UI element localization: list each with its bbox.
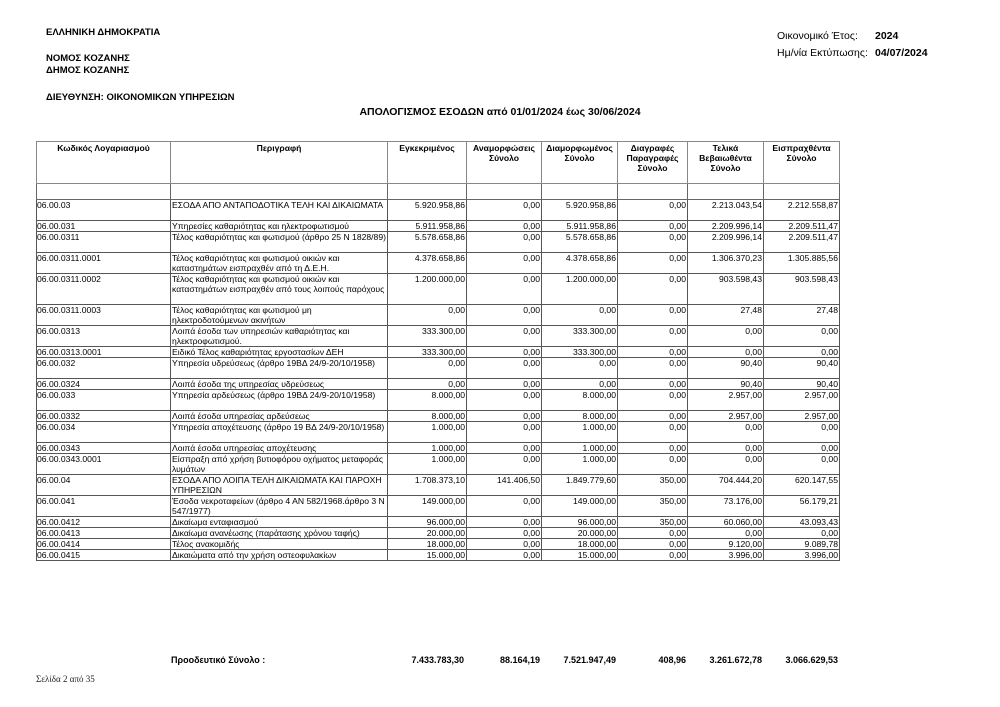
cell-account-code: 06.00.0413 xyxy=(37,528,171,539)
cell-description: Ειδικό Τέλος καθαριότητας εργοστασίων ΔΕΗ xyxy=(171,347,388,358)
cell-amendments: 0,00 xyxy=(467,422,542,443)
cell-adjusted: 5.911.958,86 xyxy=(542,221,618,232)
cell-certified: 903.598,43 xyxy=(688,274,764,305)
cell-collected: 2.209.511,47 xyxy=(764,221,840,232)
cell-approved: 4.378.658,86 xyxy=(388,253,467,274)
table-row xyxy=(37,475,840,496)
cell-collected: 2.957,00 xyxy=(764,390,840,411)
cell-description: Τέλος καθαριότητας και φωτισμού οικιών και καταστημάτων εισπραχθέν από τους λοιπούς παρόχους xyxy=(171,274,388,305)
fiscal-year-label: Οικονομικό Έτος: xyxy=(777,30,858,42)
cell-adjusted: 1.000,00 xyxy=(542,454,618,475)
cell-approved: 1.000,00 xyxy=(388,443,467,454)
cell-amendments: 0,00 xyxy=(467,496,542,517)
cell-description: Τέλος καθαριότητας και φωτισμού οικιών και καταστημάτων εισπραχθέν από τη Δ.Ε.Η. xyxy=(171,253,388,274)
cell-approved: 0,00 xyxy=(388,305,467,326)
cell-writeoffs: 0,00 xyxy=(618,454,688,475)
cell-adjusted: 5.578.658,86 xyxy=(542,232,618,253)
table-row xyxy=(37,253,840,274)
col-header-writeoffs: Διαγραφές Παραγραφές Σύνολο xyxy=(618,142,688,184)
cell-collected: 2.957,00 xyxy=(764,411,840,422)
col-header-collected: Εισπραχθέντα Σύνολο xyxy=(764,142,840,184)
cell-description: Λοιπά έσοδα υπηρεσίας αποχέτευσης xyxy=(171,443,388,454)
col-header-description: Περιγραφή xyxy=(171,142,388,184)
cell-description: Δικαιώματα από την χρήση οστεοφυλακίων xyxy=(171,550,388,561)
cell-approved: 149.000,00 xyxy=(388,496,467,517)
cell-account-code: 06.00.032 xyxy=(37,358,171,379)
cell-account-code: 06.00.0311 xyxy=(37,232,171,253)
cell-writeoffs: 0,00 xyxy=(618,274,688,305)
cell-writeoffs: 0,00 xyxy=(618,232,688,253)
cell-description: Έσοδα νεκροταφείων (άρθρο 4 ΑΝ 582/1968.άρθρο 3 Ν 547/1977) xyxy=(171,496,388,517)
cell-approved: 18.000,00 xyxy=(388,539,467,550)
cell-certified: 2.209.996,14 xyxy=(688,221,764,232)
cell-account-code: 06.00.0313.0001 xyxy=(37,347,171,358)
cell-account-code: 06.00.0414 xyxy=(37,539,171,550)
cell-approved: 5.911.958,86 xyxy=(388,221,467,232)
cell-amendments: 0,00 xyxy=(467,253,542,274)
cell-amendments: 0,00 xyxy=(467,454,542,475)
cell-amendments: 0,00 xyxy=(467,326,542,347)
cell-certified: 90,40 xyxy=(688,358,764,379)
cell-account-code: 06.00.0324 xyxy=(37,379,171,390)
cell-amendments: 0,00 xyxy=(467,443,542,454)
cell-adjusted: 8.000,00 xyxy=(542,411,618,422)
department-heading: ΔΙΕΥΘΥΝΣΗ: ΟΙΚΟΝΟΜΙΚΩΝ ΥΠΗΡΕΣΙΩΝ xyxy=(46,92,235,103)
cell-description: Λοιπά έσοδα υπηρεσίας αρδεύσεως xyxy=(171,411,388,422)
cell-approved: 5.578.658,86 xyxy=(388,232,467,253)
cell-adjusted: 15.000,00 xyxy=(542,550,618,561)
cell-description: Δικαίωμα ανανέωσης (παράτασης χρόνου ταφής) xyxy=(171,528,388,539)
cell-adjusted: 4.378.658,86 xyxy=(542,253,618,274)
cell-adjusted: 8.000,00 xyxy=(542,390,618,411)
municipality-heading: ΔΗΜΟΣ ΚΟΖΑΝΗΣ xyxy=(46,65,130,76)
table-row xyxy=(37,390,840,411)
cell-writeoffs: 0,00 xyxy=(618,411,688,422)
cell-approved: 1.000,00 xyxy=(388,422,467,443)
cell-adjusted: 0,00 xyxy=(542,358,618,379)
cell-writeoffs: 0,00 xyxy=(618,422,688,443)
cell-account-code: 06.00.0311.0003 xyxy=(37,305,171,326)
cell-certified: 0,00 xyxy=(688,443,764,454)
cell-description: Τέλος καθαριότητας και φωτισμού μη ηλεκτροδοτούμενων ακινήτων xyxy=(171,305,388,326)
cell-adjusted: 1.200.000,00 xyxy=(542,274,618,305)
cell-collected: 90,40 xyxy=(764,358,840,379)
cell-collected: 90,40 xyxy=(764,379,840,390)
table-row xyxy=(37,539,840,550)
cell-description: Λοιπά έσοδα των υπηρεσιών καθαριότητας και ηλεκτροφωτισμού. xyxy=(171,326,388,347)
cell-writeoffs: 350,00 xyxy=(618,475,688,496)
cell-description: Τέλος καθαριότητας και φωτισμού (άρθρο 25 Ν 1828/89) xyxy=(171,232,388,253)
cell-collected: 56.179,21 xyxy=(764,496,840,517)
cell-collected: 2.212.558,87 xyxy=(764,200,840,221)
cell-amendments: 0,00 xyxy=(467,539,542,550)
cell-description: ΕΣΟΔΑ ΑΠΟ ΛΟΙΠΑ ΤΕΛΗ ΔΙΚΑΙΩΜΑΤΑ ΚΑΙ ΠΑΡΟΧΗ ΥΠΗΡΕΣΙΩΝ xyxy=(171,475,388,496)
col-header-approved: Εγκεκριμένος xyxy=(388,142,467,184)
col-header-certified: Τελικά Βεβαιωθέντα Σύνολο xyxy=(688,142,764,184)
table-row xyxy=(37,221,840,232)
total-certified: 3.261.672,78 xyxy=(709,655,762,665)
cell-amendments: 0,00 xyxy=(467,528,542,539)
table-row xyxy=(37,411,840,422)
cell-adjusted: 5.920.958,86 xyxy=(542,200,618,221)
print-date-label: Ημ/νία Εκτύπωσης: xyxy=(777,47,868,59)
cell-adjusted: 0,00 xyxy=(542,379,618,390)
cell-adjusted: 20.000,00 xyxy=(542,528,618,539)
cell-approved: 8.000,00 xyxy=(388,411,467,422)
total-approved: 7.433.783,30 xyxy=(411,655,464,665)
cell-certified: 2.957,00 xyxy=(688,390,764,411)
cell-certified: 60.060,00 xyxy=(688,517,764,528)
cell-amendments: 0,00 xyxy=(467,390,542,411)
cell-certified: 73.176,00 xyxy=(688,496,764,517)
cell-collected: 0,00 xyxy=(764,347,840,358)
cell-description: Λοιπά έσοδα της υπηρεσίας υδρεύσεως xyxy=(171,379,388,390)
table-row xyxy=(37,528,840,539)
total-amendments: 88.164,19 xyxy=(499,655,540,665)
cell-account-code: 06.00.0412 xyxy=(37,517,171,528)
cell-amendments: 0,00 xyxy=(467,200,542,221)
cell-account-code: 06.00.033 xyxy=(37,390,171,411)
table-row xyxy=(37,550,840,561)
cell-collected: 2.209.511,47 xyxy=(764,232,840,253)
cell-writeoffs: 350,00 xyxy=(618,496,688,517)
cell-description: Είσπραξη από χρήση βυτιοφόρου οχήματος μεταφοράς λυμάτων xyxy=(171,454,388,475)
cell-amendments: 0,00 xyxy=(467,550,542,561)
running-total-label: Προοδευτικό Σύνολο : xyxy=(171,655,266,665)
cell-account-code: 06.00.0343 xyxy=(37,443,171,454)
cell-description: Δικαίωμα ενταφιασμού xyxy=(171,517,388,528)
cell-account-code: 06.00.0332 xyxy=(37,411,171,422)
cell-writeoffs: 0,00 xyxy=(618,200,688,221)
revenue-table xyxy=(36,141,840,561)
table-row xyxy=(37,496,840,517)
table-row xyxy=(37,358,840,379)
cell-approved: 1.708.373,10 xyxy=(388,475,467,496)
cell-certified: 0,00 xyxy=(688,422,764,443)
page-number: Σελίδα 2 από 35 xyxy=(36,674,95,684)
cell-collected: 0,00 xyxy=(764,326,840,347)
cell-collected: 0,00 xyxy=(764,443,840,454)
cell-amendments: 0,00 xyxy=(467,274,542,305)
table-row xyxy=(37,379,840,390)
cell-certified: 90,40 xyxy=(688,379,764,390)
table-row xyxy=(37,443,840,454)
cell-description: Τέλος ανακομιδής xyxy=(171,539,388,550)
cell-collected: 27,48 xyxy=(764,305,840,326)
cell-adjusted: 96.000,00 xyxy=(542,517,618,528)
cell-approved: 20.000,00 xyxy=(388,528,467,539)
cell-approved: 15.000,00 xyxy=(388,550,467,561)
cell-certified: 27,48 xyxy=(688,305,764,326)
cell-certified: 3.996,00 xyxy=(688,550,764,561)
cell-writeoffs: 0,00 xyxy=(618,347,688,358)
cell-adjusted: 18.000,00 xyxy=(542,539,618,550)
cell-description: Υπηρεσία αποχέτευσης (άρθρο 19 ΒΔ 24/9-20/10/1958) xyxy=(171,422,388,443)
table-header-row xyxy=(37,142,840,184)
country-heading: ΕΛΛΗΝΙΚΗ ΔΗΜΟΚΡΑΤΙΑ xyxy=(46,27,161,38)
cell-certified: 2.209.996,14 xyxy=(688,232,764,253)
cell-description: ΕΣΟΔΑ ΑΠΟ ΑΝΤΑΠΟΔΟΤΙΚΑ ΤΕΛΗ ΚΑΙ ΔΙΚΑΙΩΜΑΤΑ xyxy=(171,200,388,221)
total-writeoffs: 408,96 xyxy=(658,655,686,665)
cell-collected: 0,00 xyxy=(764,422,840,443)
cell-adjusted: 149.000,00 xyxy=(542,496,618,517)
table-row xyxy=(37,200,840,221)
cell-approved: 0,00 xyxy=(388,358,467,379)
total-collected: 3.066.629,53 xyxy=(785,655,838,665)
cell-collected: 9.089,78 xyxy=(764,539,840,550)
cell-certified: 0,00 xyxy=(688,326,764,347)
cell-amendments: 0,00 xyxy=(467,411,542,422)
table-row xyxy=(37,232,840,253)
cell-amendments: 141.406,50 xyxy=(467,475,542,496)
cell-amendments: 0,00 xyxy=(467,347,542,358)
cell-amendments: 0,00 xyxy=(467,221,542,232)
cell-writeoffs: 350,00 xyxy=(618,517,688,528)
cell-certified: 0,00 xyxy=(688,528,764,539)
cell-collected: 0,00 xyxy=(764,528,840,539)
cell-writeoffs: 0,00 xyxy=(618,326,688,347)
cell-account-code: 06.00.0311.0002 xyxy=(37,274,171,305)
cell-account-code: 06.00.034 xyxy=(37,422,171,443)
cell-certified: 704.444,20 xyxy=(688,475,764,496)
total-adjusted: 7.521.947,49 xyxy=(563,655,616,665)
cell-certified: 2.213.043,54 xyxy=(688,200,764,221)
cell-writeoffs: 0,00 xyxy=(618,550,688,561)
cell-approved: 1.200.000,00 xyxy=(388,274,467,305)
col-header-account-code: Κωδικός Λογαριασμού xyxy=(37,142,171,184)
cell-account-code: 06.00.0415 xyxy=(37,550,171,561)
cell-writeoffs: 0,00 xyxy=(618,443,688,454)
cell-description: Υπηρεσία υδρεύσεως (άρθρο 19ΒΔ 24/9-20/10/1958) xyxy=(171,358,388,379)
cell-collected: 1.305.885,56 xyxy=(764,253,840,274)
cell-certified: 2.957,00 xyxy=(688,411,764,422)
cell-approved: 0,00 xyxy=(388,379,467,390)
cell-amendments: 0,00 xyxy=(467,379,542,390)
cell-description: Υπηρεσία αρδεύσεως (άρθρο 19ΒΔ 24/9-20/10/1958) xyxy=(171,390,388,411)
cell-account-code: 06.00.04 xyxy=(37,475,171,496)
prefecture-heading: ΝΟΜΟΣ ΚΟΖΑΝΗΣ xyxy=(46,53,130,64)
table-row xyxy=(37,326,840,347)
empty-row xyxy=(37,184,840,200)
table-row xyxy=(37,454,840,475)
cell-collected: 620.147,55 xyxy=(764,475,840,496)
table-row xyxy=(37,347,840,358)
cell-writeoffs: 0,00 xyxy=(618,539,688,550)
cell-account-code: 06.00.031 xyxy=(37,221,171,232)
cell-account-code: 06.00.0311.0001 xyxy=(37,253,171,274)
cell-writeoffs: 0,00 xyxy=(618,358,688,379)
cell-adjusted: 1.000,00 xyxy=(542,422,618,443)
cell-adjusted: 333.300,00 xyxy=(542,347,618,358)
col-header-amendments: Αναμορφώσεις Σύνολο xyxy=(467,142,542,184)
cell-certified: 0,00 xyxy=(688,347,764,358)
table-row xyxy=(37,422,840,443)
cell-account-code: 06.00.0343.0001 xyxy=(37,454,171,475)
cell-amendments: 0,00 xyxy=(467,358,542,379)
report-title: ΑΠΟΛΟΓΙΣΜΟΣ ΕΣΟΔΩΝ από 01/01/2024 έως 30/06/2024 xyxy=(359,106,641,118)
cell-amendments: 0,00 xyxy=(467,517,542,528)
col-header-adjusted: Διαμορφωμένος Σύνολο xyxy=(542,142,618,184)
cell-writeoffs: 0,00 xyxy=(618,528,688,539)
cell-approved: 333.300,00 xyxy=(388,326,467,347)
cell-account-code: 06.00.0313 xyxy=(37,326,171,347)
fiscal-year-value: 2024 xyxy=(875,30,899,42)
print-date-value: 04/07/2024 xyxy=(875,47,928,59)
cell-adjusted: 1.000,00 xyxy=(542,443,618,454)
cell-writeoffs: 0,00 xyxy=(618,379,688,390)
table-row xyxy=(37,517,840,528)
cell-description: Υπηρεσίες καθαριότητας και ηλεκτροφωτισμού xyxy=(171,221,388,232)
cell-approved: 1.000,00 xyxy=(388,454,467,475)
cell-adjusted: 0,00 xyxy=(542,305,618,326)
cell-approved: 96.000,00 xyxy=(388,517,467,528)
cell-adjusted: 1.849.779,60 xyxy=(542,475,618,496)
cell-writeoffs: 0,00 xyxy=(618,305,688,326)
cell-collected: 0,00 xyxy=(764,454,840,475)
cell-approved: 5.920.958,86 xyxy=(388,200,467,221)
cell-approved: 8.000,00 xyxy=(388,390,467,411)
cell-account-code: 06.00.041 xyxy=(37,496,171,517)
cell-approved: 333.300,00 xyxy=(388,347,467,358)
cell-adjusted: 333.300,00 xyxy=(542,326,618,347)
cell-amendments: 0,00 xyxy=(467,305,542,326)
cell-certified: 9.120,00 xyxy=(688,539,764,550)
cell-certified: 1.306.370,23 xyxy=(688,253,764,274)
cell-amendments: 0,00 xyxy=(467,232,542,253)
cell-collected: 903.598,43 xyxy=(764,274,840,305)
cell-account-code: 06.00.03 xyxy=(37,200,171,221)
cell-writeoffs: 0,00 xyxy=(618,221,688,232)
table-row xyxy=(37,274,840,305)
cell-certified: 0,00 xyxy=(688,454,764,475)
cell-collected: 3.996,00 xyxy=(764,550,840,561)
cell-writeoffs: 0,00 xyxy=(618,390,688,411)
cell-collected: 43.093,43 xyxy=(764,517,840,528)
table-row xyxy=(37,305,840,326)
cell-writeoffs: 0,00 xyxy=(618,253,688,274)
